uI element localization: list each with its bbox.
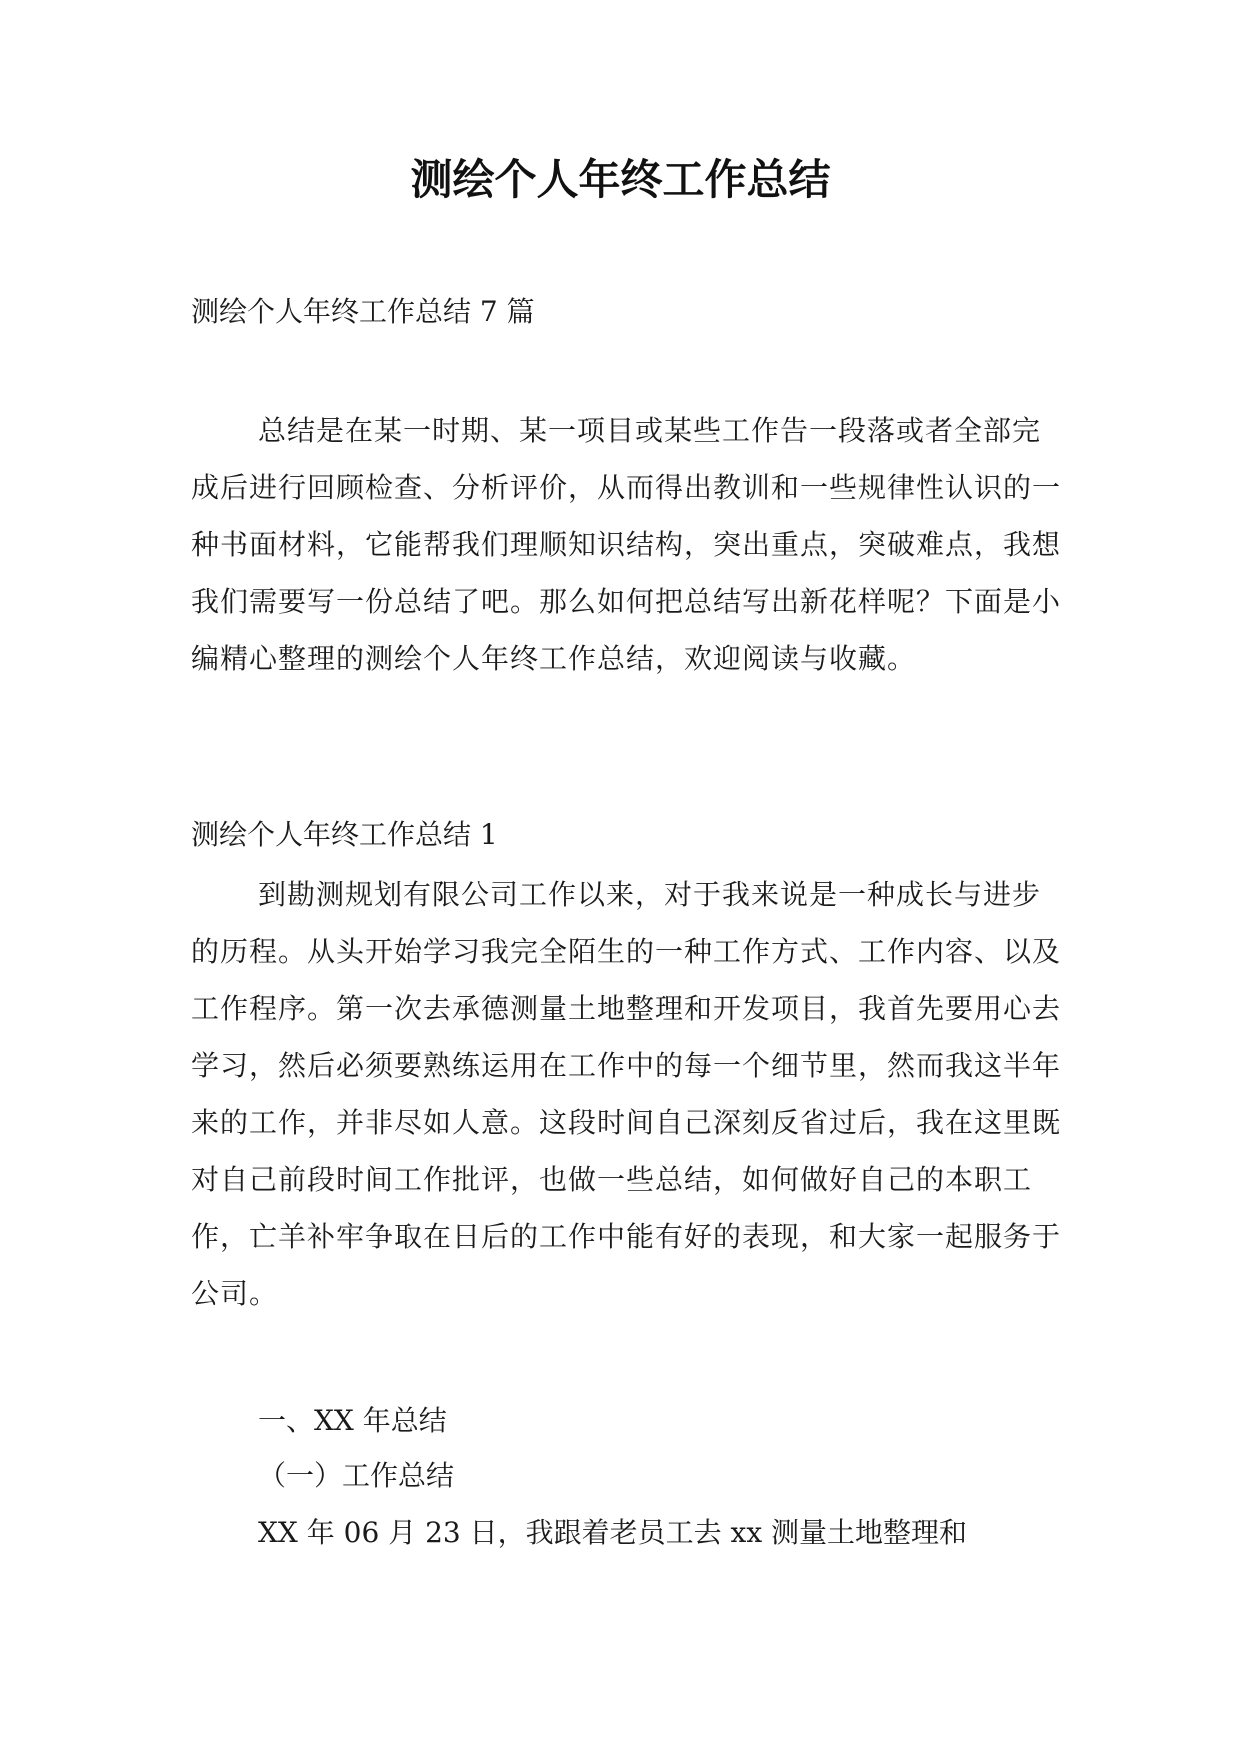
subheading-year-summary: 一、XX 年总结 — [258, 1404, 447, 1437]
section-paragraph: 到勘测规划有限公司工作以来，对于我来说是一种成长与进步的历程。从头开始学习我完全陌生的一种工作方式、工作内容、以及工作程序。第一次去承德测量土地整理和开发项目，我首先要用心去学习，然后必须要熟练运用在工作中的每一个细节里，然而我这半年来的工作，并非尽如人意。这段时间自己深刻反省过后，我在这里既对自己前段时间工作批评，也做一些总结，如何做好自己的本职工作，亡羊补牢争取在日后的工作中能有好的表现，和大家一起服务于公司。 — [191, 878, 1062, 1310]
document-subtitle: 测绘个人年终工作总结 7 篇 — [191, 295, 535, 328]
subheading-work-summary: （一）工作总结 — [258, 1459, 455, 1492]
section-heading: 测绘个人年终工作总结 1 — [191, 818, 498, 851]
partial-paragraph-line: XX 年 06 月 23 日，我跟着老员工去 xx 测量土地整理和 — [258, 1516, 968, 1549]
document-title: 测绘个人年终工作总结 — [410, 155, 831, 204]
intro-paragraph: 总结是在某一时期、某一项目或某些工作告一段落或者全部完成后进行回顾检查、分析评价，从而得出教训和一些规律性认识的一种书面材料，它能帮我们理顺知识结构，突出重点，突破难点，我想我们需要写一份总结了吧。那么如何把总结写出新花样呢？下面是小编精心整理的测绘个人年终工作总结，欢迎阅读与收藏。 — [191, 414, 1062, 675]
